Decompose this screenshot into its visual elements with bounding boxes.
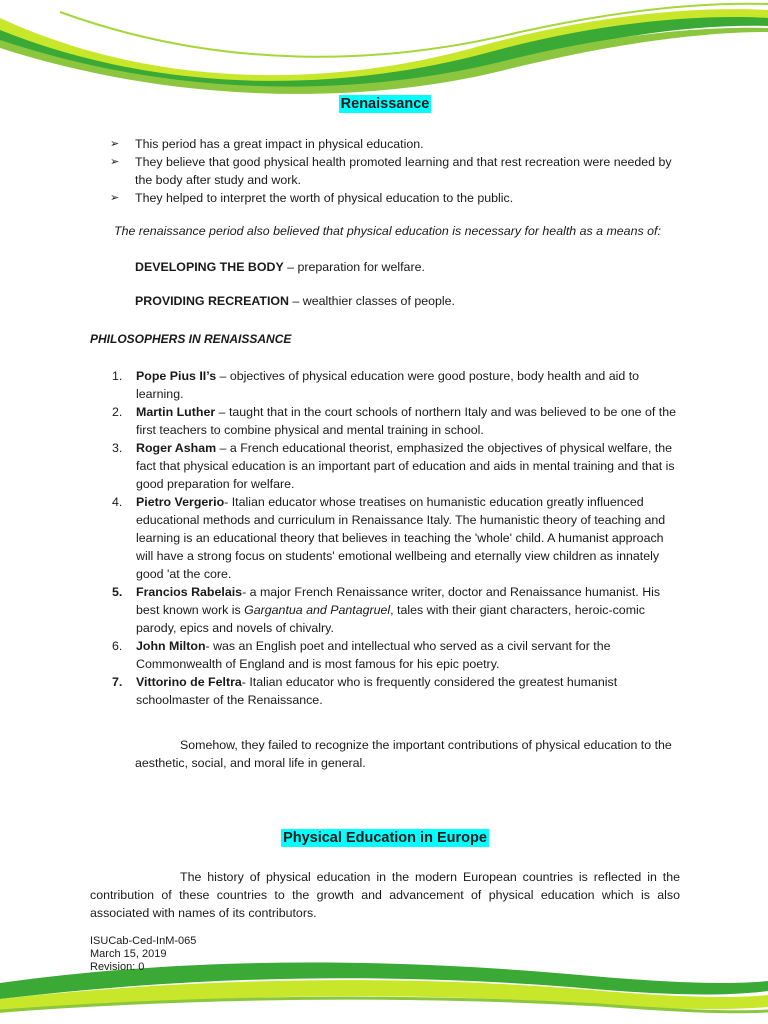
document-revision: Revision: 0	[90, 961, 145, 973]
list-item: 5. Francios Rabelais- a major French Renaissance writer, doctor and Renaissance humanist. His best known work is Gargantua and Pantagruel, tales with their giant characters, heroic-comic parody, epics and novels of chivalry.	[112, 585, 661, 635]
list-item: 6. John Milton- was an English poet and intellectual who served as a civil servant for the Commonwealth of England and is most famous for his epic poetry.	[112, 639, 611, 671]
philosophers-list	[110, 367, 680, 709]
europe-paragraph: The history of physical education in the modern European countries is reflected in the contribution of these countries to the growth and advancement of physical education which is also associated with names of its contributors.	[90, 870, 680, 920]
list-item: 3. Roger Asham – a French educational theorist, emphasized the objectives of physical welfare, the fact that physical education is an important part of education and aids in mental training and that is good preparation for welfare.	[112, 441, 675, 491]
list-item: ➢ They believe that good physical health promoted learning and that rest recreation were needed by the body after study and work.	[110, 155, 672, 187]
arrow-bullet-icon: ➢	[110, 192, 120, 204]
document-date: March 15, 2019	[90, 948, 167, 960]
list-item: 2. Martin Luther – taught that in the court schools of northern Italy and was believed to be one of the first teachers to combine physical and mental training in school.	[112, 405, 676, 437]
list-item: ➢ They helped to interpret the worth of physical education to the public.	[110, 191, 514, 205]
philosophers-closing-paragraph: Somehow, they failed to recognize the important contributions of physical education to the aesthetic, social, and moral life in general.	[135, 738, 672, 770]
document-footer	[90, 935, 196, 974]
list-item: ➢ This period has a great impact in physical education.	[110, 137, 424, 151]
list-item: 1. Pope Pius II’s – objectives of physical education were good posture, body health and aid to learning.	[112, 369, 640, 401]
definition-developing-body: DEVELOPING THE BODY – preparation for welfare.	[135, 260, 425, 274]
renaissance-bullet-list	[110, 135, 680, 207]
renaissance-title: Renaissance	[340, 96, 430, 112]
philosophers-heading: PHILOSOPHERS IN RENAISSANCE	[90, 332, 292, 346]
header-swoosh-decoration	[0, 0, 768, 95]
definition-providing-recreation: PROVIDING RECREATION – wealthier classes of people.	[135, 294, 455, 308]
arrow-bullet-icon: ➢	[110, 156, 120, 168]
europe-heading	[90, 829, 680, 847]
list-item: 4. Pietro Vergerio- Italian educator whose treatises on humanistic education greatly influenced educational methods and curriculum in Renaissance Italy. The humanistic theory of teaching and learning is an educational theory that believes in teaching the 'whole' child. A humanist approach will have a strong focus on students' emotional wellbeing and eternally view children as innately good 'at the core.	[112, 495, 666, 581]
document-code: ISUCab-Ced-InM-065	[90, 935, 197, 947]
renaissance-heading	[90, 95, 680, 113]
europe-title: Physical Education in Europe	[283, 830, 487, 846]
arrow-bullet-icon: ➢	[110, 138, 120, 150]
list-item: 7. Vittorino de Feltra- Italian educator who is frequently considered the greatest humanist schoolmaster of the Renaissance.	[112, 675, 618, 707]
renaissance-intro: The renaissance period also believed that physical education is necessary for health as a means of:	[114, 224, 661, 238]
